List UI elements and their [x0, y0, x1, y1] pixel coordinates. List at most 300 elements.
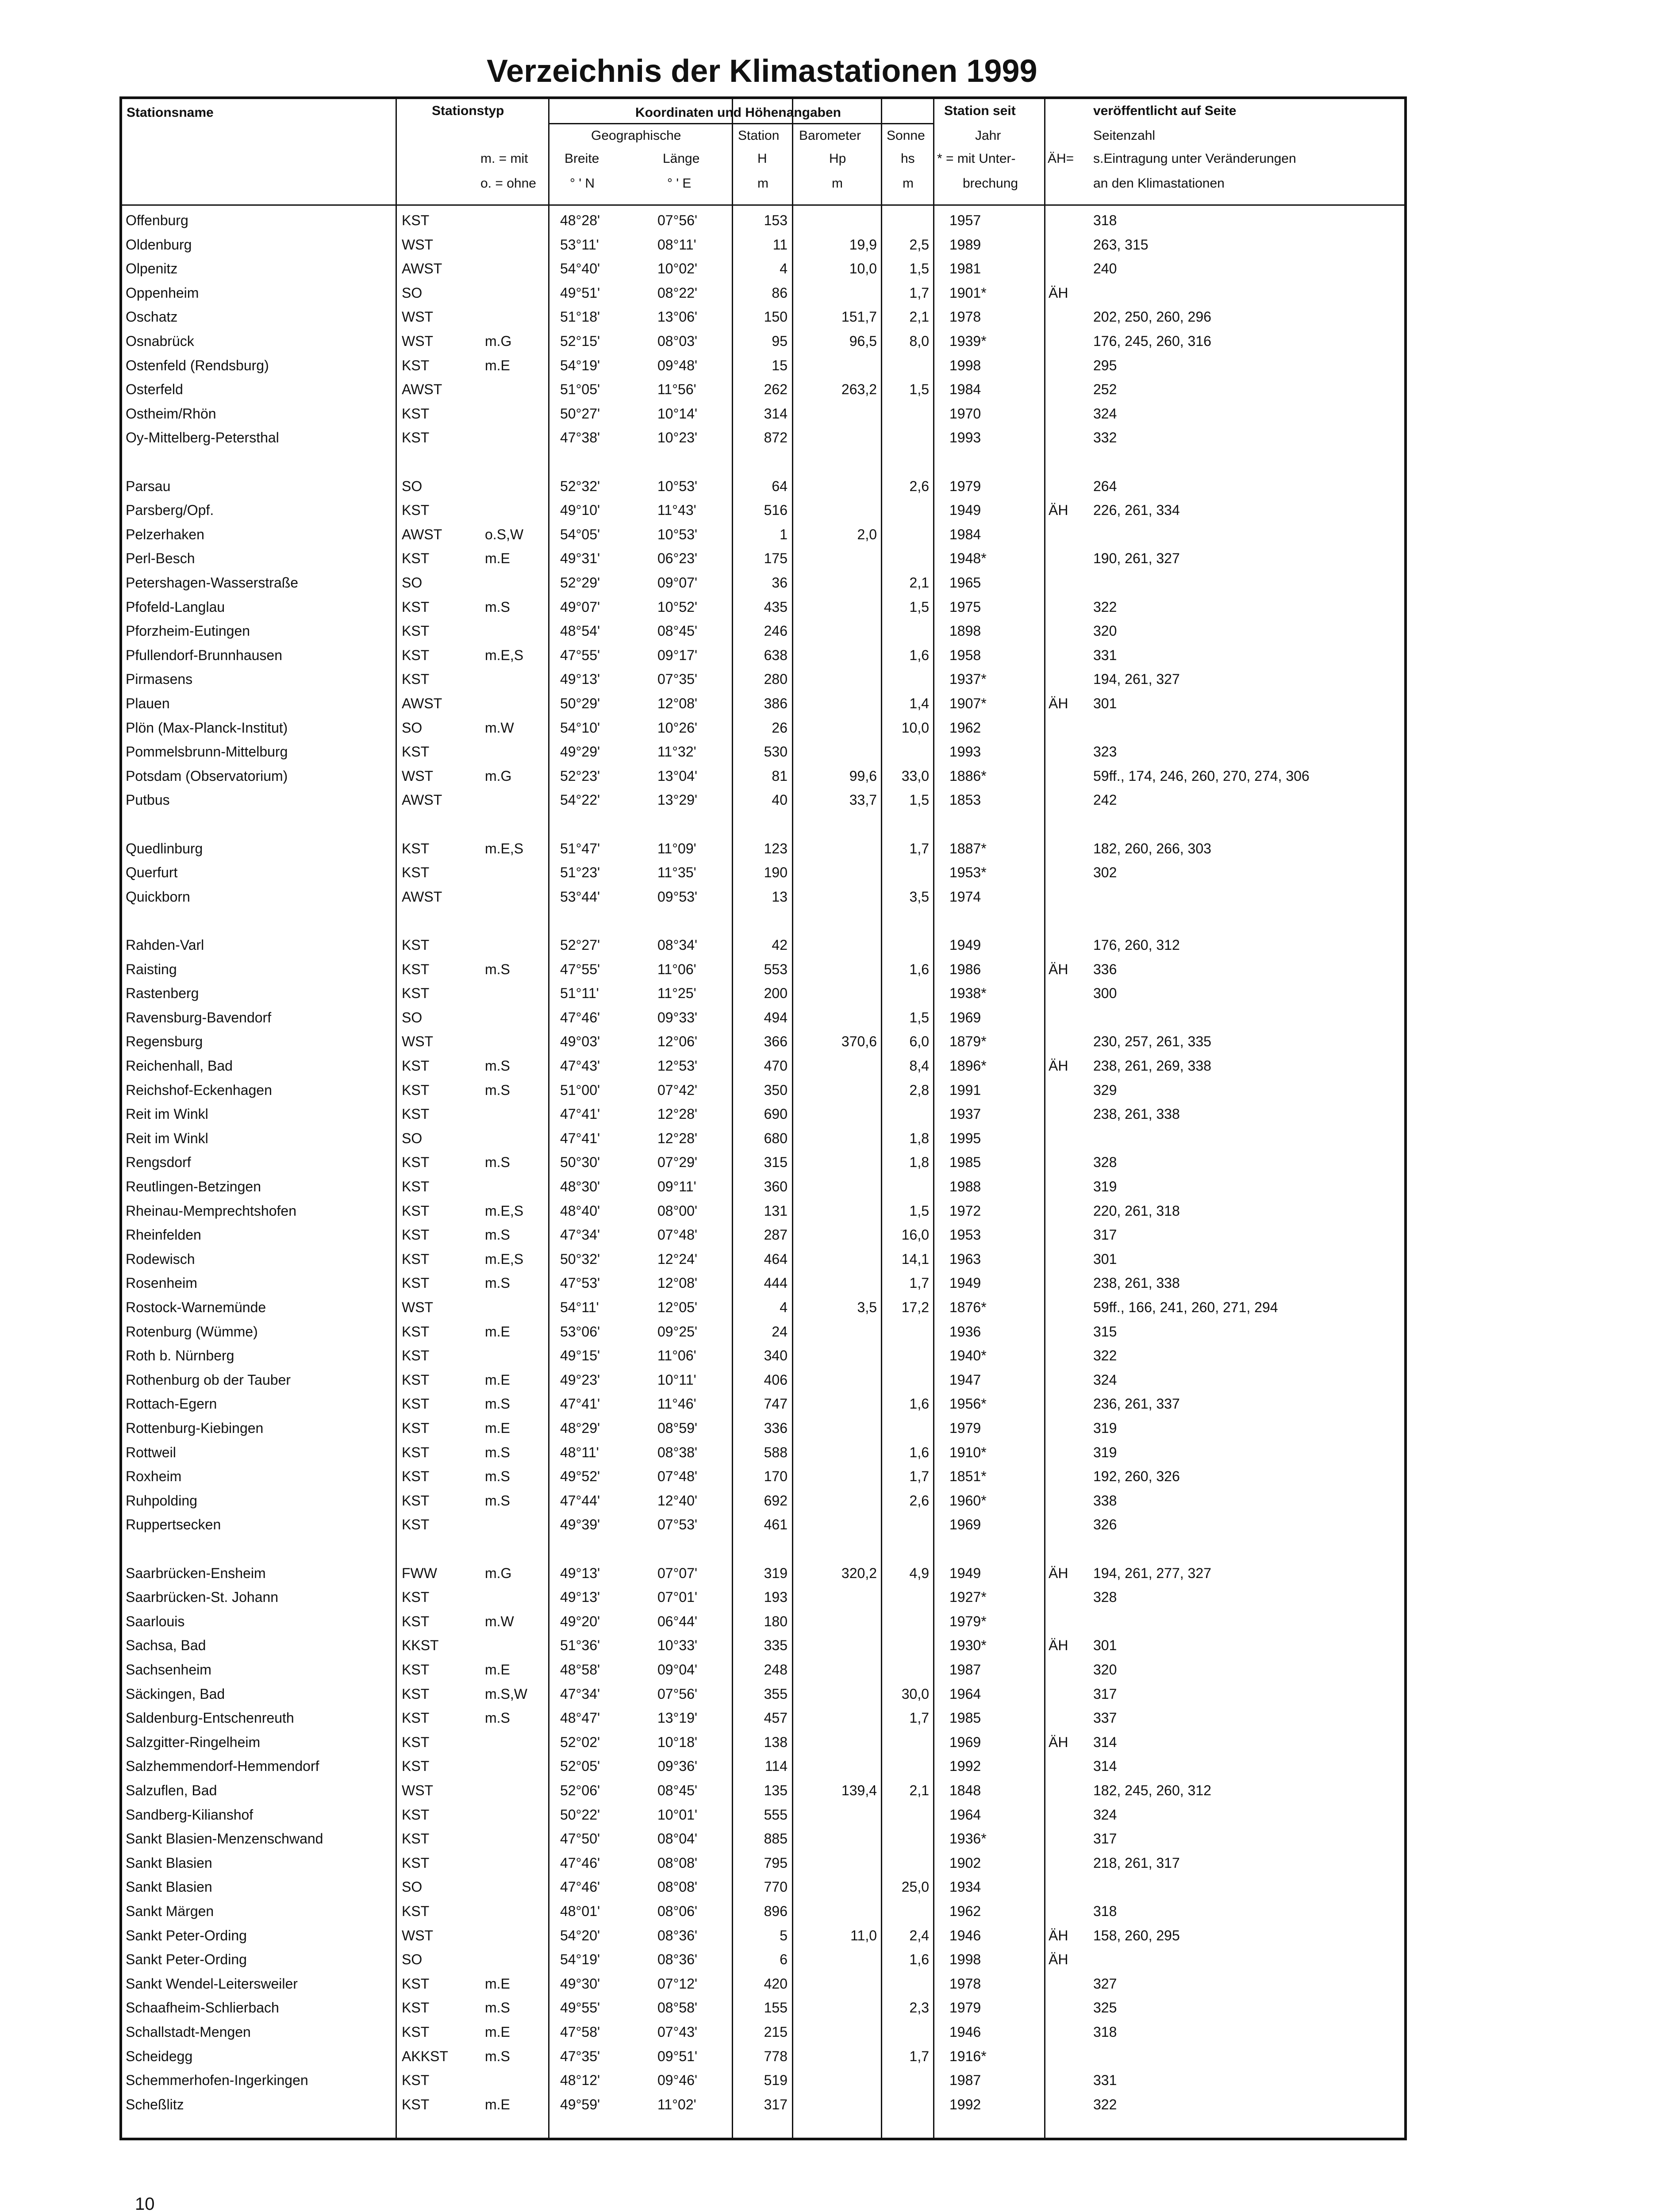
- cell-laenge: 11°02': [657, 2096, 696, 2112]
- cell-breite: 53°44': [560, 888, 600, 905]
- cell-pages: 176, 260, 312: [1093, 937, 1180, 953]
- cell-jahr: 1949: [949, 1565, 981, 1581]
- cell-jahr: 1988: [949, 1179, 981, 1194]
- cell-mit: m.G: [485, 1565, 512, 1581]
- cell-breite: 54°05': [560, 526, 600, 542]
- cell-jahr: 1974: [949, 888, 981, 905]
- header-klimastationen: an den Klimastationen: [1093, 176, 1225, 191]
- cell-pages: 252: [1093, 381, 1117, 398]
- cell-laenge: 08°36': [657, 1951, 698, 1968]
- cell-hs: 1,8: [909, 1130, 929, 1146]
- cell-hs: 14,1: [901, 1251, 929, 1267]
- cell-name: Pommelsbrunn-Mittelburg: [126, 744, 288, 760]
- cell-mit: m.G: [485, 768, 512, 784]
- cell-mit: m.E: [485, 1662, 510, 1678]
- cell-type: KST: [402, 599, 430, 615]
- cell-breite: 48°12': [560, 2072, 600, 2089]
- cell-pages: 220, 261, 318: [1093, 1202, 1180, 1219]
- cell-ah: ÄH: [1049, 1734, 1068, 1750]
- cell-h: 131: [764, 1202, 788, 1219]
- cell-mit: m.S: [485, 1468, 510, 1485]
- cell-mit: m.S,W: [485, 1686, 527, 1702]
- cell-h: 95: [772, 333, 788, 349]
- header-ohne: o. = ohne: [480, 176, 536, 191]
- cell-h: 638: [764, 647, 788, 663]
- cell-laenge: 08°45': [657, 1782, 698, 1798]
- cell-pages: 264: [1093, 478, 1117, 494]
- cell-jahr: 1987: [949, 2072, 981, 2089]
- cell-name: Perl-Besch: [126, 550, 195, 567]
- cell-name: Pfullendorf-Brunnhausen: [126, 647, 283, 663]
- cell-breite: 47°35': [560, 2048, 600, 2064]
- cell-hs: 1,7: [909, 1468, 929, 1485]
- cell-name: Sankt Peter-Ording: [126, 1951, 247, 1968]
- cell-h: 406: [764, 1371, 788, 1388]
- cell-mit: m.E: [485, 550, 510, 567]
- cell-hs: 1,8: [909, 1154, 929, 1171]
- cell-name: Saldenburg-Entschenreuth: [126, 1710, 294, 1726]
- cell-breite: 47°55': [560, 961, 600, 977]
- cell-h: 896: [764, 1903, 788, 1919]
- cell-hs: 1,7: [909, 284, 929, 301]
- cell-jahr: 1987: [949, 1662, 981, 1678]
- cell-jahr: 1979: [949, 2000, 981, 2016]
- cell-breite: 47°50': [560, 1831, 600, 1847]
- cell-name: Ruppertsecken: [126, 1517, 221, 1533]
- cell-laenge: 12°24': [657, 1251, 698, 1267]
- cell-name: Ruhpolding: [126, 1492, 197, 1509]
- cell-laenge: 09°36': [657, 1758, 698, 1774]
- cell-jahr: 1939*: [949, 333, 987, 349]
- cell-laenge: 07°12': [657, 1975, 698, 1992]
- cell-name: Sankt Blasien: [126, 1855, 212, 1871]
- cell-breite: 53°11': [560, 236, 599, 253]
- cell-name: Salzuflen, Bad: [126, 1782, 217, 1798]
- cell-type: WST: [402, 309, 434, 325]
- cell-laenge: 10°01': [657, 1806, 698, 1823]
- cell-laenge: 10°18': [657, 1734, 698, 1750]
- cell-name: Rengsdorf: [126, 1154, 191, 1171]
- cell-type: KST: [402, 1589, 430, 1605]
- cell-ah: ÄH: [1049, 502, 1068, 518]
- cell-breite: 48°58': [560, 1662, 600, 1678]
- cell-jahr: 1964: [949, 1806, 981, 1823]
- cell-type: KST: [402, 1758, 430, 1774]
- header-h: H: [757, 151, 767, 166]
- cell-laenge: 08°00': [657, 1202, 698, 1219]
- cell-breite: 49°13': [560, 1589, 600, 1605]
- cell-laenge: 07°56': [657, 1686, 698, 1702]
- cell-h: 150: [764, 309, 788, 325]
- cell-name: Putbus: [126, 792, 170, 808]
- cell-type: KST: [402, 623, 430, 639]
- cell-breite: 47°46': [560, 1879, 600, 1895]
- cell-jahr: 1927*: [949, 1589, 987, 1605]
- cell-jahr: 1991: [949, 1082, 981, 1098]
- cell-pages: 59ff., 166, 241, 260, 271, 294: [1093, 1299, 1278, 1315]
- cell-hs: 2,1: [909, 1782, 929, 1798]
- cell-name: Rotenburg (Wümme): [126, 1323, 258, 1340]
- cell-breite: 47°41': [560, 1106, 600, 1122]
- cell-mit: m.S: [485, 1492, 510, 1509]
- cell-h: 135: [764, 1782, 788, 1798]
- cell-mit: o.S,W: [485, 526, 524, 542]
- cell-laenge: 11°46': [657, 1396, 696, 1412]
- cell-h: 778: [764, 2048, 788, 2064]
- cell-type: KST: [402, 1179, 430, 1194]
- cell-laenge: 12°40': [657, 1492, 698, 1509]
- cell-h: 180: [764, 1613, 788, 1629]
- cell-jahr: 1975: [949, 599, 981, 615]
- cell-pages: 336: [1093, 961, 1117, 977]
- cell-name: Scheidegg: [126, 2048, 193, 2064]
- cell-h: 40: [772, 792, 788, 808]
- cell-jahr: 1963: [949, 1251, 981, 1267]
- cell-hs: 2,6: [909, 478, 929, 494]
- cell-laenge: 12°05': [657, 1299, 698, 1315]
- cell-name: Pforzheim-Eutingen: [126, 623, 250, 639]
- cell-type: KST: [402, 502, 430, 518]
- cell-hp: 3,5: [857, 1299, 877, 1315]
- cell-name: Osterfeld: [126, 381, 183, 398]
- cell-breite: 51°23': [560, 864, 600, 881]
- cell-mit: m.S: [485, 1396, 510, 1412]
- cell-h: 175: [764, 550, 788, 567]
- cell-name: Potsdam (Observatorium): [126, 768, 288, 784]
- cell-laenge: 12°28': [657, 1130, 698, 1146]
- cell-type: SO: [402, 1879, 423, 1895]
- cell-pages: 322: [1093, 2096, 1117, 2112]
- cell-breite: 49°31': [560, 550, 600, 567]
- cell-pages: 238, 261, 338: [1093, 1275, 1180, 1291]
- stations-table: [119, 96, 1407, 2140]
- cell-type: KST: [402, 1323, 430, 1340]
- cell-name: Rheinau-Memprechtshofen: [126, 1202, 296, 1219]
- cell-h: 470: [764, 1058, 788, 1074]
- cell-breite: 54°19': [560, 357, 600, 373]
- cell-h: 200: [764, 985, 788, 1002]
- cell-pages: 218, 261, 317: [1093, 1855, 1180, 1871]
- cell-h: 262: [764, 381, 788, 398]
- cell-breite: 54°10': [560, 719, 600, 736]
- cell-type: KST: [402, 671, 430, 687]
- cell-breite: 49°52': [560, 1468, 600, 1485]
- cell-h: 11: [772, 236, 788, 253]
- cell-pages: 301: [1093, 1251, 1117, 1267]
- cell-breite: 50°22': [560, 1806, 600, 1823]
- cell-laenge: 11°06': [657, 1348, 696, 1364]
- cell-name: Schemmerhofen-Ingerkingen: [126, 2072, 308, 2089]
- cell-type: KST: [402, 744, 430, 760]
- cell-hs: 1,7: [909, 1710, 929, 1726]
- cell-laenge: 10°11': [657, 1371, 696, 1388]
- cell-hp: 33,7: [849, 792, 877, 808]
- cell-ah: ÄH: [1049, 1058, 1068, 1074]
- cell-type: WST: [402, 1927, 434, 1943]
- cell-pages: 320: [1093, 1662, 1117, 1678]
- cell-type: KST: [402, 2024, 430, 2040]
- cell-laenge: 07°01': [657, 1589, 698, 1605]
- cell-name: Roth b. Nürnberg: [126, 1348, 234, 1364]
- cell-hs: 16,0: [901, 1227, 929, 1243]
- cell-h: 246: [764, 623, 788, 639]
- cell-mit: m.E: [485, 1975, 510, 1992]
- cell-laenge: 12°06': [657, 1033, 698, 1050]
- cell-mit: m.E: [485, 2024, 510, 2040]
- cell-name: Sankt Peter-Ording: [126, 1927, 247, 1943]
- cell-type: KST: [402, 1371, 430, 1388]
- cell-pages: 319: [1093, 1179, 1117, 1194]
- cell-type: AKKST: [402, 2048, 448, 2064]
- cell-breite: 52°02': [560, 1734, 600, 1750]
- cell-laenge: 08°03': [657, 333, 698, 349]
- cell-hs: 2,6: [909, 1492, 929, 1509]
- cell-hs: 2,8: [909, 1082, 929, 1098]
- cell-pages: 238, 261, 338: [1093, 1106, 1180, 1122]
- cell-laenge: 13°19': [657, 1710, 698, 1726]
- cell-pages: 202, 250, 260, 296: [1093, 309, 1211, 325]
- cell-jahr: 1981: [949, 261, 981, 277]
- cell-h: 317: [764, 2096, 788, 2112]
- cell-type: KST: [402, 1202, 430, 1219]
- cell-laenge: 07°07': [657, 1565, 698, 1581]
- cell-h: 193: [764, 1589, 788, 1605]
- cell-name: Rottweil: [126, 1444, 176, 1460]
- cell-breite: 47°46': [560, 1009, 600, 1025]
- cell-h: 336: [764, 1420, 788, 1436]
- cell-hp: 151,7: [841, 309, 877, 325]
- cell-mit: m.S: [485, 1275, 510, 1291]
- cell-jahr: 1985: [949, 1154, 981, 1171]
- cell-pages: 317: [1093, 1227, 1117, 1243]
- cell-jahr: 1916*: [949, 2048, 987, 2064]
- cell-name: Rottenburg-Kiebingen: [126, 1420, 264, 1436]
- cell-laenge: 10°53': [657, 478, 698, 494]
- cell-laenge: 07°42': [657, 1082, 698, 1098]
- cell-jahr: 1930*: [949, 1637, 987, 1654]
- cell-laenge: 09°51': [657, 2048, 698, 2064]
- cell-h: 360: [764, 1179, 788, 1194]
- cell-h: 519: [764, 2072, 788, 2089]
- cell-type: KST: [402, 961, 430, 977]
- cell-laenge: 08°08': [657, 1879, 698, 1895]
- cell-hs: 1,6: [909, 1951, 929, 1968]
- cell-hs: 30,0: [901, 1686, 929, 1702]
- cell-ah: ÄH: [1049, 1637, 1068, 1654]
- cell-laenge: 08°04': [657, 1831, 698, 1847]
- cell-jahr: 1969: [949, 1517, 981, 1533]
- cell-pages: 338: [1093, 1492, 1117, 1509]
- cell-h: 588: [764, 1444, 788, 1460]
- cell-h: 114: [765, 1758, 788, 1774]
- header-mit: m. = mit: [480, 151, 528, 166]
- cell-type: SO: [402, 284, 423, 301]
- cell-hs: 33,0: [901, 768, 929, 784]
- cell-laenge: 13°29': [657, 792, 698, 808]
- cell-laenge: 07°29': [657, 1154, 698, 1171]
- cell-type: KST: [402, 1227, 430, 1243]
- cell-ah: ÄH: [1049, 284, 1068, 301]
- cell-breite: 47°46': [560, 1855, 600, 1871]
- cell-hs: 1,5: [909, 1009, 929, 1025]
- cell-laenge: 10°14': [657, 405, 698, 422]
- cell-breite: 51°00': [560, 1082, 600, 1098]
- cell-name: Rostock-Warnemünde: [126, 1299, 266, 1315]
- cell-name: Oldenburg: [126, 236, 192, 253]
- cell-laenge: 06°44': [657, 1613, 698, 1629]
- cell-jahr: 1979: [949, 478, 981, 494]
- cell-laenge: 07°43': [657, 2024, 698, 2040]
- cell-hs: 1,4: [909, 695, 929, 711]
- col-sep-barometer: [792, 99, 793, 2138]
- cell-breite: 49°51': [560, 284, 600, 301]
- cell-hs: 25,0: [901, 1879, 929, 1895]
- header-m1: m: [757, 176, 768, 191]
- cell-jahr: 1879*: [949, 1033, 987, 1050]
- cell-laenge: 06°23': [657, 550, 698, 567]
- cell-breite: 53°06': [560, 1323, 600, 1340]
- cell-jahr: 1979*: [949, 1613, 987, 1629]
- cell-name: Olpenitz: [126, 261, 178, 277]
- cell-pages: 319: [1093, 1420, 1117, 1436]
- cell-mit: m.E: [485, 1420, 510, 1436]
- header-station: Station: [738, 128, 780, 143]
- cell-ah: ÄH: [1049, 695, 1068, 711]
- cell-pages: 314: [1093, 1734, 1117, 1750]
- cell-breite: 48°40': [560, 1202, 600, 1219]
- cell-laenge: 11°35': [657, 864, 696, 881]
- header-m2: m: [832, 176, 843, 191]
- cell-jahr: 1898: [949, 623, 981, 639]
- cell-mit: m.S: [485, 1058, 510, 1074]
- cell-jahr: 1986: [949, 961, 981, 977]
- header-stationsname: Stationsname: [127, 105, 214, 120]
- cell-name: Sachsenheim: [126, 1662, 211, 1678]
- cell-mit: m.G: [485, 333, 512, 349]
- cell-hs: 8,0: [909, 333, 929, 349]
- cell-h: 42: [772, 937, 788, 953]
- col-sep-coords: [548, 99, 549, 2138]
- cell-laenge: 08°11': [657, 236, 696, 253]
- cell-type: SO: [402, 719, 423, 736]
- cell-ah: ÄH: [1049, 1927, 1068, 1943]
- cell-jahr: 1937: [949, 1106, 981, 1122]
- cell-pages: 318: [1093, 1903, 1117, 1919]
- cell-jahr: 1902: [949, 1855, 981, 1871]
- cell-laenge: 09°46': [657, 2072, 698, 2089]
- cell-h: 36: [772, 575, 788, 591]
- cell-h: 555: [764, 1806, 788, 1823]
- cell-type: AWST: [402, 526, 442, 542]
- cell-breite: 52°06': [560, 1782, 600, 1798]
- cell-breite: 49°29': [560, 744, 600, 760]
- cell-type: KST: [402, 2096, 430, 2112]
- cell-pages: 226, 261, 334: [1093, 502, 1180, 518]
- cell-jahr: 1937*: [949, 671, 987, 687]
- cell-type: KST: [402, 1106, 430, 1122]
- cell-laenge: 11°32': [657, 744, 696, 760]
- cell-breite: 51°36': [560, 1637, 600, 1654]
- cell-laenge: 08°06': [657, 1903, 698, 1919]
- cell-jahr: 1960*: [949, 1492, 987, 1509]
- cell-name: Saarlouis: [126, 1613, 185, 1629]
- cell-h: 386: [764, 695, 788, 711]
- cell-pages: 59ff., 174, 246, 260, 270, 274, 306: [1093, 768, 1310, 784]
- cell-pages: 158, 260, 295: [1093, 1927, 1180, 1943]
- cell-pages: 322: [1093, 599, 1117, 615]
- cell-name: Saarbrücken-St. Johann: [126, 1589, 279, 1605]
- cell-laenge: 12°08': [657, 1275, 698, 1291]
- cell-mit: m.W: [485, 719, 514, 736]
- cell-breite: 47°58': [560, 2024, 600, 2040]
- cell-jahr: 1946: [949, 2024, 981, 2040]
- cell-pages: 230, 257, 261, 335: [1093, 1033, 1211, 1050]
- cell-pages: 331: [1093, 647, 1117, 663]
- cell-name: Plauen: [126, 695, 170, 711]
- cell-mit: m.S: [485, 1227, 510, 1243]
- cell-jahr: 1949: [949, 502, 981, 518]
- cell-jahr: 1949: [949, 937, 981, 953]
- cell-name: Sankt Blasien-Menzenschwand: [126, 1831, 323, 1847]
- cell-type: KST: [402, 2072, 430, 2089]
- cell-breite: 49°23': [560, 1371, 600, 1388]
- cell-mit: m.E: [485, 1323, 510, 1340]
- cell-hp: 96,5: [849, 333, 877, 349]
- cell-hp: 11,0: [850, 1927, 877, 1943]
- cell-hs: 1,5: [909, 599, 929, 615]
- cell-mit: m.S: [485, 1082, 510, 1098]
- cell-breite: 51°11': [560, 985, 599, 1002]
- cell-type: AWST: [402, 381, 442, 398]
- cell-breite: 47°44': [560, 1492, 600, 1509]
- cell-h: 690: [764, 1106, 788, 1122]
- cell-laenge: 10°02': [657, 261, 698, 277]
- header-seitenzahl: Seitenzahl: [1093, 128, 1156, 143]
- cell-breite: 48°01': [560, 1903, 600, 1919]
- cell-name: Quickborn: [126, 888, 190, 905]
- cell-pages: 182, 245, 260, 312: [1093, 1782, 1211, 1798]
- cell-hp: 139,4: [841, 1782, 877, 1798]
- cell-breite: 51°47': [560, 840, 600, 856]
- cell-type: KST: [402, 430, 430, 446]
- cell-hp: 2,0: [857, 526, 877, 542]
- cell-mit: m.E,S: [485, 1251, 524, 1267]
- cell-jahr: 1984: [949, 381, 981, 398]
- cell-breite: 50°32': [560, 1251, 600, 1267]
- cell-jahr: 1851*: [949, 1468, 987, 1485]
- cell-type: KST: [402, 1855, 430, 1871]
- cell-pages: 317: [1093, 1831, 1117, 1847]
- cell-jahr: 1953*: [949, 864, 987, 881]
- cell-breite: 49°13': [560, 671, 600, 687]
- cell-laenge: 10°26': [657, 719, 698, 736]
- cell-laenge: 08°45': [657, 623, 698, 639]
- header-ah: ÄH=: [1048, 151, 1074, 166]
- header-m3: m: [903, 176, 914, 191]
- cell-jahr: 1948*: [949, 550, 987, 567]
- cell-type: FWW: [402, 1565, 437, 1581]
- cell-type: KST: [402, 1613, 430, 1629]
- cell-name: Rothenburg ob der Tauber: [126, 1371, 291, 1388]
- cell-hp: 99,6: [849, 768, 877, 784]
- cell-type: WST: [402, 1033, 434, 1050]
- cell-type: KST: [402, 1975, 430, 1992]
- cell-hp: 263,2: [841, 381, 877, 398]
- cell-laenge: 11°56': [657, 381, 696, 398]
- cell-breite: 48°28': [560, 212, 600, 228]
- cell-h: 153: [764, 212, 788, 228]
- cell-h: 4: [780, 1299, 788, 1315]
